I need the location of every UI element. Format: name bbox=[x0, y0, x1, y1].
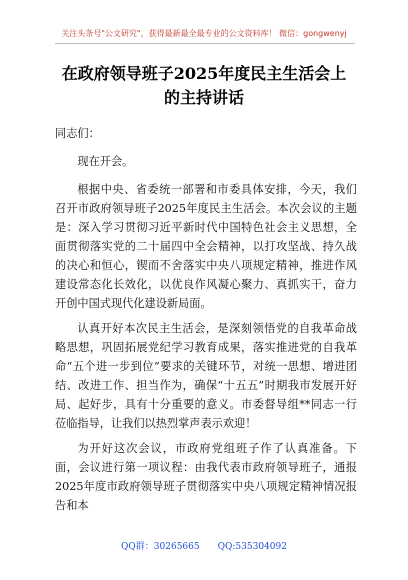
document-title bbox=[40, 62, 368, 110]
paragraph: 认真开好本次民主生活会，是深刻领悟党的自我革命战略思想，巩固拓展党纪学习教育成果，落实推进党的自我革命“五个进一步到位”要求的关键环节，对统一思想、增进团结、改进工作、担当作为，确保“十五五”时期我市发展开好局、起好步，具有十分重要的意义。市委督导组**同志一行莅临指导，让我们以热烈掌声表示欢迎！ bbox=[55, 322, 357, 430]
footer-contact bbox=[0, 541, 408, 553]
paragraph: 根据中央、省委统一部署和市委具体安排，今天，我们召开市政府领导班子2025年度民主生活会。本次会议的主题是：深入学习贯彻习近平新时代中国特色社会主义思想，全面贯彻落实党的二十届四中全会精神，以打攻坚战、持久战的决心和恒心，锲而不舍落实中央八项规定精神，推进作风建设常态化长效化，以优良作风凝心聚力、真抓实干，奋力开创中国式现代化建设新局面。 bbox=[55, 183, 357, 310]
header-banner: 关注头条号"公文研究"，获得最新最全最专业的公文资料库！ 微信：gongwenyj bbox=[61, 29, 347, 38]
footer-qq-number: QQ:535304092 bbox=[217, 542, 287, 552]
title-line-2: 的主持讲话 bbox=[163, 88, 244, 107]
body-clip bbox=[0, 124, 408, 520]
document-body bbox=[55, 124, 357, 516]
paragraph: 为开好这次会议，市政府党组班子作了认真准备。下面，会议进行第一项议程：由我代表市政府领导班子，通报2025年度市政府领导班子贯彻落实中央八项规定精神情况报告和本 bbox=[55, 442, 357, 512]
footer-qq-group: QQ群：30265665 bbox=[121, 542, 200, 552]
salutation: 同志们： bbox=[55, 127, 100, 140]
opening-line: 现在开会。 bbox=[77, 155, 134, 168]
header-divider bbox=[55, 43, 355, 44]
title-line-1: 在政府领导班子2025年度民主生活会上 bbox=[61, 64, 347, 83]
